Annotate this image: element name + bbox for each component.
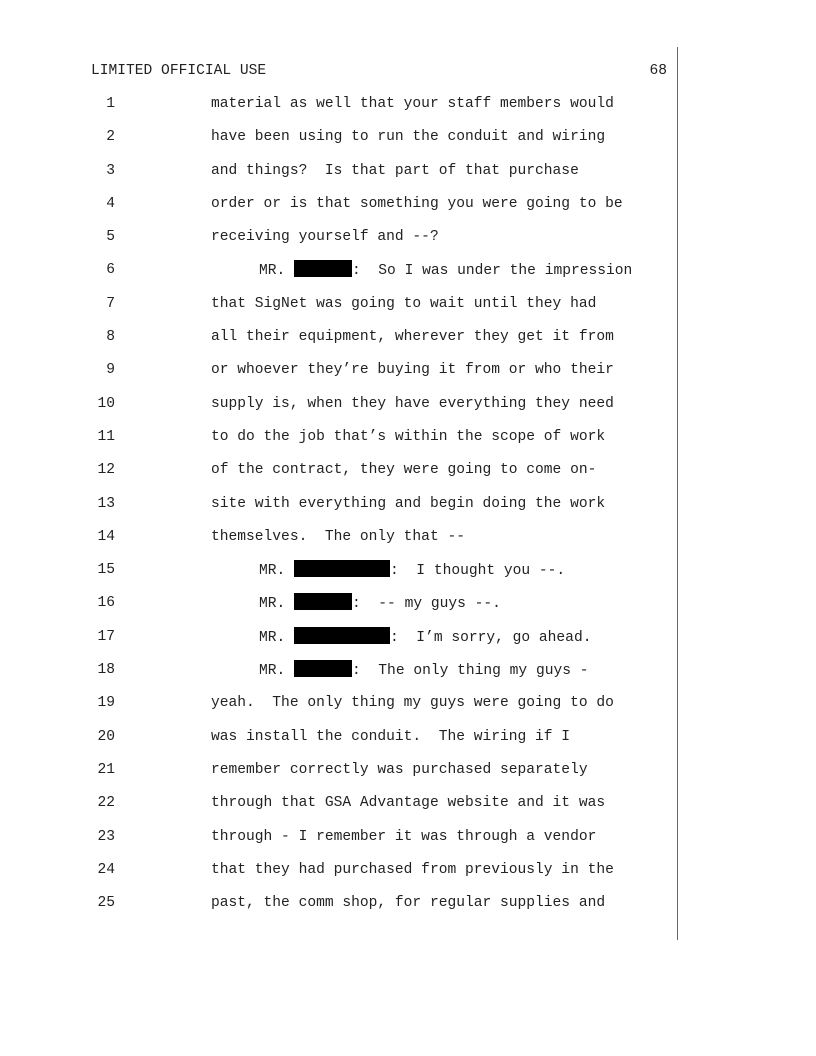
speaker-line — [259, 260, 632, 281]
line-number: 25 — [97, 895, 115, 912]
line-text: themselves. The only that -- — [211, 528, 465, 545]
transcript-line — [0, 194, 816, 227]
speaker-text: : -- my guys --. — [352, 596, 501, 613]
line-number: 9 — [106, 362, 115, 379]
speaker-text: : I’m sorry, go ahead. — [390, 629, 592, 646]
line-text: order or is that something you were going to be — [211, 195, 623, 212]
line-number: 22 — [97, 795, 115, 812]
transcript-line — [0, 893, 816, 926]
line-number: 16 — [97, 595, 115, 612]
line-number: 21 — [97, 761, 115, 778]
line-text: or whoever they’re buying it from or who their — [211, 362, 614, 379]
line-text: past, the comm shop, for regular supplies and — [211, 895, 606, 912]
line-number: 12 — [97, 462, 115, 479]
line-number: 15 — [97, 562, 115, 579]
line-number: 23 — [97, 828, 115, 845]
speaker-line — [259, 593, 501, 614]
line-number: 2 — [106, 129, 115, 146]
speaker-title: MR. — [259, 629, 295, 646]
transcript-line — [0, 860, 816, 893]
line-number: 13 — [97, 495, 115, 512]
line-text: was install the conduit. The wiring if I — [211, 728, 571, 745]
line-number: 1 — [106, 96, 115, 112]
line-number: 10 — [97, 395, 115, 412]
transcript-line — [0, 94, 816, 127]
line-text: yeah. The only thing my guys were going to do — [211, 695, 614, 712]
line-text: to do the job that’s within the scope of work — [211, 428, 606, 445]
speaker-line — [259, 627, 591, 648]
transcript-line — [0, 627, 816, 660]
transcript-line — [0, 494, 816, 527]
redaction-box — [294, 260, 352, 277]
transcript-line — [0, 727, 816, 760]
redaction-box — [294, 560, 390, 577]
speaker-text: : I thought you --. — [390, 563, 566, 580]
line-number: 11 — [97, 428, 115, 445]
transcript-line — [0, 161, 816, 194]
transcript-line — [0, 227, 816, 260]
speaker-title: MR. — [259, 263, 295, 280]
line-number: 20 — [97, 728, 115, 745]
speaker-title: MR. — [259, 663, 295, 680]
speaker-line — [259, 560, 565, 581]
redaction-box — [294, 627, 390, 644]
speaker-text: : So I was under the impression — [352, 263, 633, 280]
transcript-line — [0, 693, 816, 726]
line-number: 6 — [106, 262, 115, 279]
redaction-box — [294, 593, 352, 610]
transcript-line — [0, 360, 816, 393]
line-number: 8 — [106, 329, 115, 346]
page-number: 68 — [649, 63, 667, 79]
line-number: 3 — [106, 162, 115, 179]
transcript-line — [0, 793, 816, 826]
transcript-line — [0, 760, 816, 793]
transcript-line — [0, 527, 816, 560]
redaction-box — [294, 660, 352, 677]
line-number: 17 — [97, 628, 115, 645]
line-number: 14 — [97, 528, 115, 545]
speaker-title: MR. — [259, 596, 295, 613]
transcript-line — [0, 260, 816, 293]
line-text: material as well that your staff members would — [211, 96, 614, 112]
line-text: through - I remember it was through a vendor — [211, 828, 597, 845]
line-number: 19 — [97, 695, 115, 712]
transcript-line — [0, 560, 816, 593]
line-text: receiving yourself and --? — [211, 229, 439, 246]
line-number: 18 — [97, 662, 115, 679]
line-text: all their equipment, wherever they get it from — [211, 329, 614, 346]
line-number: 4 — [106, 195, 115, 212]
transcript-line — [0, 394, 816, 427]
transcript-line — [0, 827, 816, 860]
line-number: 24 — [97, 861, 115, 878]
line-number: 5 — [106, 229, 115, 246]
transcript-line — [0, 327, 816, 360]
speaker-line — [259, 660, 589, 681]
line-number: 7 — [106, 295, 115, 312]
transcript-line — [0, 127, 816, 160]
transcript-lines — [0, 94, 816, 926]
transcript-line — [0, 294, 816, 327]
classification-marking: LIMITED OFFICIAL USE — [91, 63, 267, 79]
line-text: through that GSA Advantage website and it was — [211, 795, 606, 812]
transcript-line — [0, 427, 816, 460]
speaker-title: MR. — [259, 563, 295, 580]
line-text: that SigNet was going to wait until they had — [211, 295, 597, 312]
transcript-line — [0, 660, 816, 693]
transcript-line — [0, 460, 816, 493]
speaker-text: : The only thing my guys - — [352, 663, 589, 680]
page-header — [91, 61, 667, 81]
transcript-line — [0, 593, 816, 626]
line-text: have been using to run the conduit and wiring — [211, 129, 606, 146]
line-text: of the contract, they were going to come on- — [211, 462, 597, 479]
line-text: that they had purchased from previously in the — [211, 861, 614, 878]
line-text: site with everything and begin doing the work — [211, 495, 606, 512]
line-text: remember correctly was purchased separately — [211, 761, 588, 778]
line-text: and things? Is that part of that purchase — [211, 162, 579, 179]
line-text: supply is, when they have everything they need — [211, 395, 614, 412]
